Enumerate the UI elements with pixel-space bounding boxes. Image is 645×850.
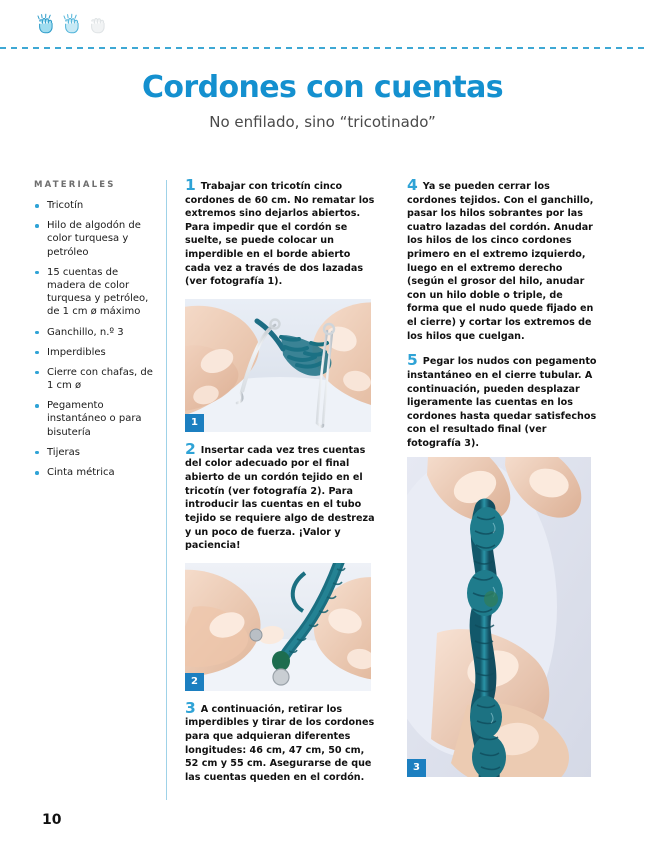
column-divider xyxy=(166,180,167,800)
step-2-text: Insertar cada vez tres cuentas del color adecuado por el final abierto de un cordón tejido en el tricotín (ver fotografía 2). Para introducir las cuentas en el tubo tejido se requiere algo de destreza y un poco de fuerza. ¡Valor y paciencia! xyxy=(185,444,375,552)
list-item: Hilo de algodón de color turquesa y petróleo xyxy=(34,219,154,259)
materials-list xyxy=(34,199,154,479)
photo-3-badge: 3 xyxy=(407,759,426,777)
photo-1-image xyxy=(185,299,371,432)
hand-icon-medium xyxy=(62,12,84,41)
page-subtitle: No enfilado, sino “tricotinado” xyxy=(209,112,436,131)
step-1-number: 1 xyxy=(185,176,196,194)
step-4-number: 4 xyxy=(407,176,418,194)
page-number: 10 xyxy=(42,812,62,828)
hand-icons-group xyxy=(36,12,110,41)
step-4-text: Ya se pueden cerrar los cordones tejidos. Con el ganchillo, pasar los hilos sobrantes por las cuatro lazadas del cordón. Anudar los hilos de los cinco cordones primero en el extremo izquierdo, luego en el extremo derecho (según el grosor del hilo, anudar con un hilo doble o triple, de forma que el nudo quede fijado en el cierre) y cortar los extremos de los hilos que cuelgan. xyxy=(407,181,594,342)
step-5-paragraph xyxy=(407,353,597,450)
list-item: Pegamento instantáneo o para bisutería xyxy=(34,399,154,439)
step-2-paragraph xyxy=(185,439,375,553)
instructions-column-right xyxy=(407,178,597,777)
step-3-text: A continuación, retirar los imperdibles y tirar de los cordones para que adquieran diferentes longitudes: 46 cm, 47 cm, 50 cm, 52 cm y 55 cm. Asegurarse de que las cuentas queden en el cordón. xyxy=(185,703,375,783)
photo-1-badge: 1 xyxy=(185,414,204,432)
step-4 xyxy=(407,178,597,343)
header-dotted-rule xyxy=(0,47,645,49)
step-3 xyxy=(185,698,375,785)
step-2-number: 2 xyxy=(185,439,196,458)
page-header xyxy=(0,0,645,56)
photo-1 xyxy=(185,299,371,432)
step-2 xyxy=(185,439,375,553)
instructions-column-left xyxy=(185,178,375,794)
step-1-text: Trabajar con tricotín cinco cordones de 60 cm. No rematar los extremos sino dejarlos abiertos. Para impedir que el cordón se suelte, se puede colocar un imperdible en el borde abierto cada vez a través de dos lazadas (ver fotografía 1). xyxy=(185,181,375,288)
page-title: Cordones con cuentas xyxy=(142,70,503,105)
step-5-text: Pegar los nudos con pegamento instantáneo en el cierre tubular. A continuación, pueden desplazar ligeramente las cuentas en los cordones hasta quedar satisfechos con el resultado final (ver fotografía 3). xyxy=(407,356,597,449)
photo-3-image xyxy=(407,457,591,777)
list-item: Cinta métrica xyxy=(34,466,154,479)
title-block xyxy=(0,72,645,131)
list-item: Tijeras xyxy=(34,446,154,459)
step-5-number: 5 xyxy=(407,351,418,370)
step-1 xyxy=(185,178,375,289)
list-item: Imperdibles xyxy=(34,346,154,359)
hand-icon-dark xyxy=(36,12,58,41)
step-1-paragraph xyxy=(185,178,375,289)
list-item: 15 cuentas de madera de color turquesa y petróleo, de 1 cm ø máximo xyxy=(34,266,154,319)
step-3-paragraph xyxy=(185,698,375,785)
hand-icon-light xyxy=(88,12,110,41)
materials-sidebar xyxy=(34,180,154,486)
step-4-paragraph xyxy=(407,178,597,343)
photo-2-badge: 2 xyxy=(185,673,204,691)
step-5 xyxy=(407,353,597,450)
content-area xyxy=(0,170,645,810)
photo-2 xyxy=(185,563,371,691)
list-item: Ganchillo, n.º 3 xyxy=(34,326,154,339)
list-item: Cierre con chafas, de 1 cm ø xyxy=(34,366,154,392)
list-item: Tricotín xyxy=(34,199,154,212)
step-3-number: 3 xyxy=(185,698,196,717)
photo-3 xyxy=(407,457,591,777)
materials-heading: MATERIALES xyxy=(34,180,116,190)
photo-2-image xyxy=(185,563,371,691)
